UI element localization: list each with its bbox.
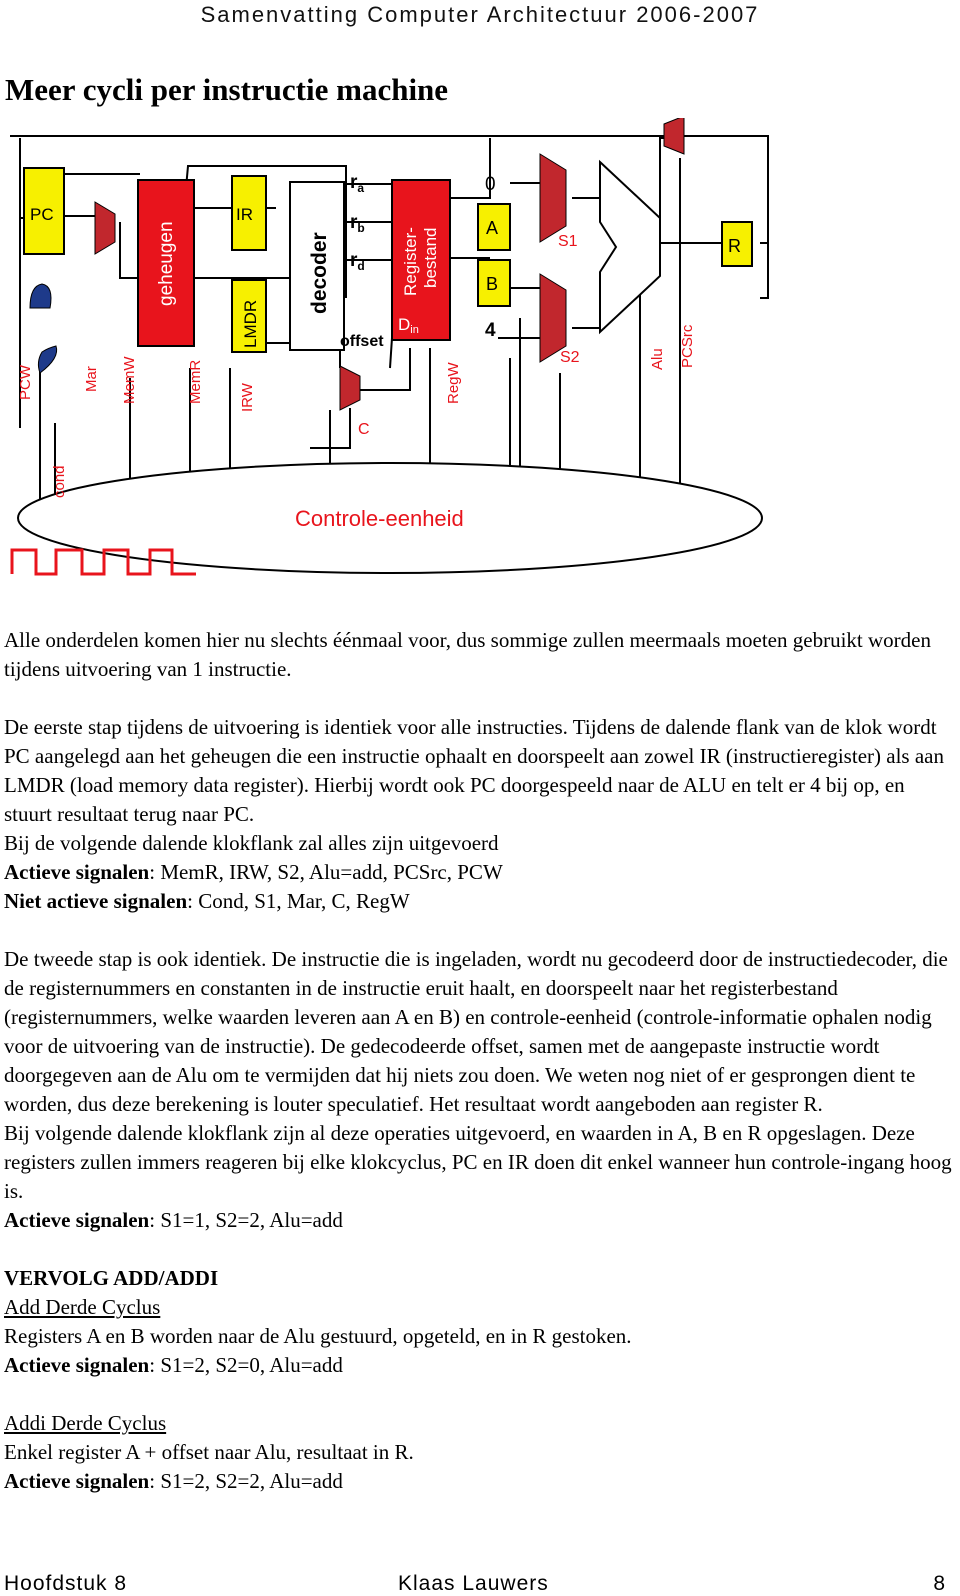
svg-text:Mar: Mar	[83, 366, 100, 392]
svg-text:bestand: bestand	[421, 227, 440, 288]
svg-text:rb: $r_b$	[350, 212, 365, 235]
svg-text:PC: PC	[30, 205, 54, 224]
paragraph: Alle onderdelen komen hier nu slechts éénmaal voor, dus sommige zullen meermaals moeten gebruikt worden tijdens uitvoering van 1 instructie.	[4, 628, 931, 681]
addi-heading: Addi Derde Cyclus	[4, 1411, 167, 1435]
paragraph: Bij volgende dalende klokflank zijn al deze operaties uitgevoerd, en waarden in A, B en R opgeslagen. Deze registers zullen immers reageren bij elke klokcyclus, PC en IR doen dit enkel wanneer hun controle-ingang hoog is.	[4, 1121, 952, 1203]
section-heading: VERVOLG ADD/ADDI	[4, 1266, 219, 1290]
c-mux	[340, 366, 360, 410]
pcsrc-mux	[664, 118, 684, 154]
paragraph: Registers A en B worden naar de Alu gestuurd, opgeteld, en in R gestoken.	[4, 1324, 632, 1348]
or-gate	[38, 346, 56, 373]
svg-text:B: B	[486, 274, 499, 294]
datapath-diagram	[0, 118, 960, 588]
add-heading: Add Derde Cyclus	[4, 1295, 161, 1319]
alu	[600, 162, 660, 332]
svg-text:MemW: MemW	[121, 356, 138, 404]
active-signals: Actieve signalen: S1=2, S2=0, Alu=add	[4, 1353, 343, 1377]
svg-text:0: 0	[485, 174, 496, 195]
s1-mux	[540, 154, 566, 242]
svg-text:rd: $r_d$	[350, 250, 365, 273]
control-unit-label: Controle-eenheid	[295, 506, 464, 531]
footer-page-number: 8	[933, 1572, 946, 1595]
active-signals: Actieve signalen: S1=2, S2=2, Alu=add	[4, 1469, 343, 1493]
svg-text:S1: S1	[558, 233, 578, 250]
inactive-signals: Niet actieve signalen: Cond, S1, Mar, C, RegW	[4, 889, 410, 913]
svg-text:Din: Din	[398, 315, 419, 336]
footer-author: Klaas Lauwers	[398, 1572, 549, 1595]
footer-chapter: Hoofdstuk 8	[4, 1572, 128, 1595]
svg-text:A: A	[486, 218, 499, 238]
svg-text:4: 4	[485, 320, 496, 341]
active-signals: Actieve signalen: S1=1, S2=2, Alu=add	[4, 1208, 343, 1232]
body-text	[4, 626, 954, 1496]
svg-text:geheugen: geheugen	[156, 221, 177, 306]
svg-text:S2: S2	[560, 349, 580, 366]
paragraph: Enkel register A + offset naar Alu, resultaat in R.	[4, 1440, 414, 1464]
page-footer	[0, 1572, 960, 1596]
svg-text:Register-: Register-	[401, 227, 420, 296]
paragraph: Bij de volgende dalende klokflank zal alles zijn uitgevoerd	[4, 831, 499, 855]
and-gate	[30, 284, 51, 308]
svg-text:ra: $r_a$	[350, 172, 365, 195]
svg-text:cond: cond	[51, 465, 68, 498]
svg-text:offset: offset	[340, 333, 384, 350]
svg-text:IR: IR	[236, 205, 253, 224]
svg-text:PCW: PCW	[17, 365, 34, 400]
svg-text:decoder: decoder	[308, 232, 331, 314]
running-header: Samenvatting Computer Architectuur 2006-2007	[200, 2, 760, 27]
svg-text:IRW: IRW	[239, 383, 256, 412]
svg-text:C: C	[358, 421, 370, 438]
svg-text:PCSrc: PCSrc	[679, 324, 696, 368]
page-title: Meer cycli per instructie machine	[5, 72, 449, 107]
svg-text:MemR: MemR	[187, 359, 204, 404]
paragraph: De eerste stap tijdens de uitvoering is identiek voor alle instructies. Tijdens de dalende flank van de klok wordt PC aangelegd aan het geheugen die een instructie ophaalt en doorspeelt aan zowel IR (instructieregister) als aan LMDR (load memory data register). Hierbij wordt ook PC doorgespeeld naar de ALU en telt er 4 bij op, en stuurt resultaat terug naar PC.	[4, 715, 944, 826]
svg-text:Alu: Alu	[649, 348, 666, 370]
active-signals: Actieve signalen: MemR, IRW, S2, Alu=add, PCSrc, PCW	[4, 860, 503, 884]
paragraph: De tweede stap is ook identiek. De instructie die is ingeladen, wordt nu gecodeerd door de instructiedecoder, die de registernummers en constanten in de instructie eruit haalt, en doorspeelt naar het registerbestand (registernummers, welke waarden leveren aan A en B) en controle-eenheid (controle-informatie ophalen nodig voor de uitvoering van de instructie). De gedecodeerde offset, samen met de aangepaste instructie wordt doorgegeven aan de Alu om te vermijden dat hij niets zou doen. We weten nog niet of er gesprongen dient te worden, dus deze berekening is louter speculatief. Het resultaat wordt aangeboden aan register R.	[4, 947, 948, 1116]
svg-text:R: R	[728, 236, 741, 256]
svg-text:LMDR: LMDR	[241, 299, 260, 348]
svg-text:RegW: RegW	[445, 362, 462, 404]
address-mux	[95, 202, 115, 254]
